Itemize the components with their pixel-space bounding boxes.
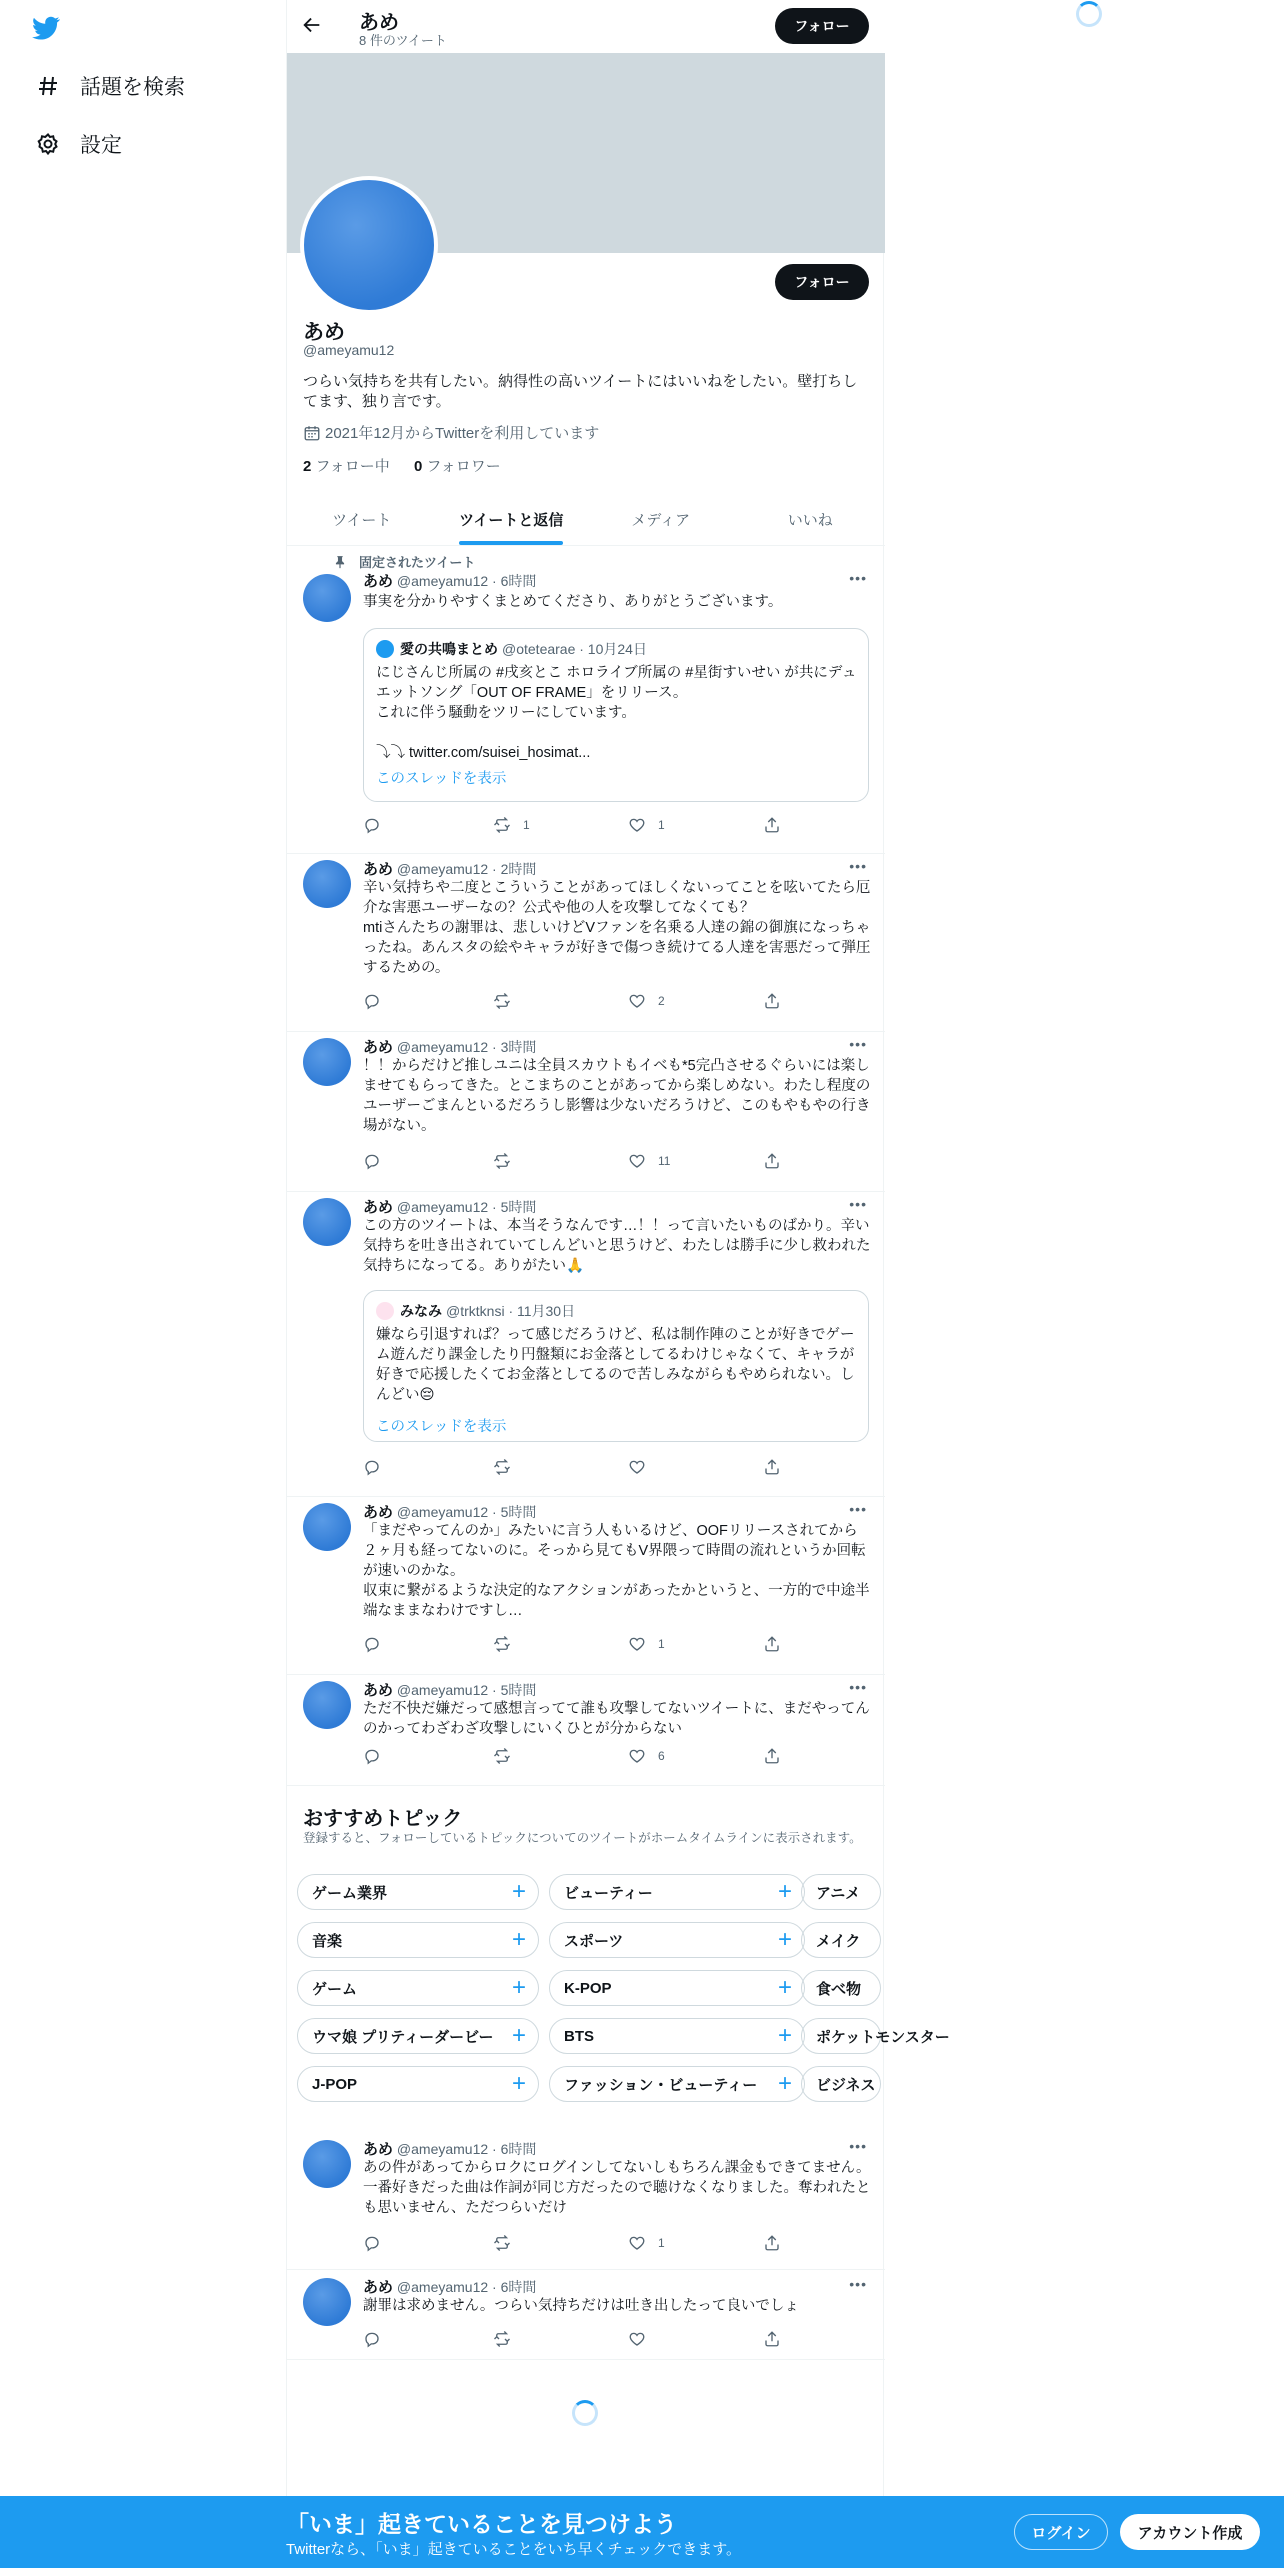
like-count: 1: [658, 818, 665, 832]
quoted-text: にじさんじ所属の #戌亥とこ ホロライブ所属の #星街すいせい が共にデュエットソング「OUT OF FRAME」をリリース。 これに伴う騒動をツリーにしています。 ⤵︎⤵︎ twitter.com/suisei_hosimat...: [376, 665, 857, 761]
quoted-tweet[interactable]: [363, 1290, 869, 1442]
share-button[interactable]: [763, 2330, 793, 2348]
topic-chip-label: ビジネス: [816, 2076, 876, 2094]
signup-button[interactable]: アカウント作成: [1120, 2514, 1260, 2550]
retweet-count: 1: [523, 818, 530, 832]
quoted-text: 嫌なら引退すれば？って感じだろうけど、私は制作陣のことが好きでゲーム遊んだり課金したり円盤類にお金落としてるわけじゃなくて、キャラが好きで応援したくてお金落としてるので苦しみながらもやめられない。しんどい😔: [376, 1327, 855, 1403]
tweet-item[interactable]: [287, 2120, 885, 2270]
like-icon: [628, 1747, 646, 1765]
tweet-text: 謝罪は求めません。つらい気持ちだけは吐き出したって良いでしょ: [363, 2298, 799, 2314]
plus-icon[interactable]: +: [777, 2022, 792, 2049]
share-icon: [763, 2330, 781, 2348]
bottom-signup-bar: [0, 2496, 1284, 2568]
tweet-avatar[interactable]: [303, 1681, 351, 1729]
gear-icon: [34, 130, 62, 158]
tweet-actions: [363, 1635, 793, 1655]
tweet-meta: @ameyamu12 · 6時間: [393, 2141, 537, 2157]
retweet-button[interactable]: [493, 1747, 523, 1765]
topic-chip[interactable]: [549, 1922, 805, 1958]
loading-spinner-icon: [572, 2400, 598, 2426]
tweet-item[interactable]: [287, 2270, 885, 2360]
tweet-header: [363, 1679, 536, 1700]
plus-icon[interactable]: +: [777, 1878, 792, 1905]
recommended-topics: [287, 1786, 950, 2116]
share-button[interactable]: [763, 1635, 793, 1653]
more-options-icon[interactable]: •••: [849, 1501, 867, 1517]
topic-chip[interactable]: [549, 1874, 805, 1910]
topic-chip[interactable]: [549, 2018, 805, 2054]
tweet-header: [363, 570, 536, 591]
tweet-author-name[interactable]: あめ: [363, 1504, 394, 1521]
sidebar-item-label: 話題を検索: [80, 76, 185, 99]
retweet-button[interactable]: [493, 1152, 523, 1170]
retweet-icon: [493, 1458, 511, 1476]
tweet-actions: [363, 1747, 793, 1767]
reply-icon: [363, 992, 381, 1010]
share-icon: [763, 1152, 781, 1170]
topic-chip-label: メイク: [816, 1932, 861, 1950]
topic-chip-label: ビューティー: [564, 1884, 653, 1902]
tweet-actions: [363, 992, 793, 1012]
like-button[interactable]: [628, 992, 665, 1010]
retweet-icon: [493, 1635, 511, 1653]
retweet-button[interactable]: [493, 816, 530, 834]
like-count: 1: [658, 2236, 665, 2250]
plus-icon[interactable]: +: [777, 1926, 792, 1953]
tweet-item[interactable]: [287, 1032, 885, 1192]
topic-chip-label: ポケットモンスター: [816, 2028, 950, 2046]
back-arrow-icon[interactable]: [301, 14, 327, 40]
share-icon: [763, 992, 781, 1010]
tweet-actions: [363, 1458, 793, 1478]
profile-avatar[interactable]: [300, 176, 438, 314]
retweet-icon: [493, 2234, 511, 2252]
retweet-icon: [493, 2330, 511, 2348]
like-icon: [628, 992, 646, 1010]
topic-chip[interactable]: [801, 1922, 881, 1958]
topic-chip[interactable]: [549, 1970, 805, 2006]
quoted-author-name: 愛の共鳴まとめ: [400, 641, 498, 657]
retweet-icon: [493, 816, 511, 834]
more-options-icon[interactable]: •••: [849, 1036, 867, 1052]
like-button[interactable]: [628, 1458, 658, 1476]
tweet-author-name[interactable]: あめ: [363, 861, 394, 878]
reply-button[interactable]: [363, 1635, 393, 1653]
tweet-author-name[interactable]: あめ: [363, 1039, 394, 1056]
tweet-item[interactable]: [287, 854, 885, 1032]
more-options-icon[interactable]: •••: [849, 1679, 867, 1695]
tweet-meta: @ameyamu12 · 2時間: [393, 861, 537, 877]
top-bar: [287, 0, 885, 53]
retweet-icon: [493, 992, 511, 1010]
tweet-actions: [363, 1152, 793, 1172]
like-button[interactable]: [628, 1747, 665, 1765]
tweet-text: この方のツイートは、本当そうなんです…！！って言いたいものばかり。辛い気持ちを吐き出されていてしんどいと思うけど、わたしは勝手に少し救われた気持ちになってる。ありがたい🙏: [363, 1218, 871, 1274]
tweet-item[interactable]: [287, 548, 885, 854]
like-button[interactable]: [628, 2234, 665, 2252]
retweet-icon: [493, 1747, 511, 1765]
tab-media[interactable]: メディア: [631, 512, 691, 529]
reply-icon: [363, 2330, 381, 2348]
tweet-meta: @ameyamu12 · 5時間: [393, 1199, 537, 1215]
tweet-actions: [363, 816, 793, 836]
tweet-text: 「まだやってんのか」みたいに言う人もいるけど、OOFリリースされてから２ヶ月も経ってないのに。そっから見てもV界隈って時間の流れというか回転が速いのかな。 収束に繋がるような決定的なアクションがあったかというと、一方的で中途半端なままなわけですし…: [363, 1523, 870, 1619]
tweet-item[interactable]: [287, 1675, 885, 1786]
tweet-item[interactable]: [287, 1192, 885, 1497]
share-button[interactable]: [763, 1152, 793, 1170]
calendar-icon: [303, 424, 321, 442]
reply-button[interactable]: [363, 2234, 393, 2252]
share-icon: [763, 1635, 781, 1653]
quoted-tweet[interactable]: [363, 628, 869, 802]
topic-chip[interactable]: [297, 1874, 539, 1910]
plus-icon[interactable]: +: [511, 2022, 526, 2049]
reply-button[interactable]: [363, 816, 393, 834]
tweet-text: あの件があってからロクにログインしてないしもちろん課金もできてません。一番好きだった曲は作詞が同じ方だったので聴けなくなりました。奪われたとも思いません、ただつらいだけ: [363, 2160, 871, 2216]
quoted-tweet-header: [376, 1301, 575, 1321]
topic-chip-label: ゲーム: [312, 1980, 358, 1998]
tweet-avatar[interactable]: [303, 2278, 351, 2326]
like-count: 11: [658, 1154, 671, 1168]
reply-button[interactable]: [363, 1152, 393, 1170]
topic-chip-label: ファッション・ビューティー: [564, 2076, 758, 2094]
plus-icon[interactable]: +: [511, 1926, 526, 1953]
topic-chip[interactable]: [297, 2018, 539, 2054]
tweet-meta: @ameyamu12 · 3時間: [393, 1039, 537, 1055]
more-options-icon[interactable]: •••: [849, 858, 867, 874]
retweet-button[interactable]: [493, 2330, 523, 2348]
tweet-header: [363, 2138, 536, 2159]
profile-follow-stats: [303, 455, 501, 476]
profile-tabs: [287, 494, 885, 546]
share-icon: [763, 816, 781, 834]
tweet-header: [363, 858, 536, 879]
reply-icon: [363, 1152, 381, 1170]
share-icon: [763, 1747, 781, 1765]
like-button[interactable]: [628, 816, 665, 834]
tweet-meta: @ameyamu12 · 5時間: [393, 1682, 537, 1698]
following-link[interactable]: [303, 458, 390, 475]
topic-chip[interactable]: [801, 2018, 950, 2054]
tweet-avatar[interactable]: [303, 1198, 351, 1246]
tweet-meta: @ameyamu12 · 5時間: [393, 1504, 537, 1520]
like-button[interactable]: [628, 1152, 670, 1170]
tweet-author-name[interactable]: あめ: [363, 1682, 394, 1699]
tweet-header: [363, 1196, 536, 1217]
show-thread-link[interactable]: このスレッドを表示: [376, 771, 507, 787]
quoted-author-name: みなみ: [400, 1303, 442, 1319]
like-count: 6: [658, 1749, 665, 1763]
share-icon: [763, 2234, 781, 2252]
more-options-icon[interactable]: •••: [849, 570, 867, 586]
reply-icon: [363, 1458, 381, 1476]
profile-joined-text: 2021年12月からTwitterを利用しています: [325, 425, 600, 442]
tab-tweets-and-replies[interactable]: ツイートと返信: [437, 494, 587, 545]
like-count: 2: [658, 994, 665, 1008]
reply-icon: [363, 1635, 381, 1653]
topic-chip-label: スポーツ: [564, 1932, 624, 1950]
topics-title: おすすめトピック: [303, 1808, 463, 1830]
profile-handle: @ameyamu12: [303, 342, 395, 358]
quoted-meta: @trktknsi · 11月30日: [446, 1303, 576, 1319]
twitter-logo-icon[interactable]: [30, 14, 66, 44]
tweet-header: [363, 1036, 536, 1057]
login-button[interactable]: ログイン: [1014, 2514, 1108, 2550]
tweet-actions: [363, 2234, 793, 2254]
profile-follow-button[interactable]: フォロー: [775, 264, 869, 300]
reply-icon: [363, 1747, 381, 1765]
share-button[interactable]: [763, 1747, 793, 1765]
plus-icon[interactable]: +: [777, 2070, 792, 2097]
reply-button[interactable]: [363, 992, 393, 1010]
share-button[interactable]: [763, 1458, 793, 1476]
tweet-meta: @ameyamu12 · 6時間: [393, 573, 537, 589]
topic-chip-label: アニメ: [816, 1884, 861, 1902]
tweet-text: 事実を分かりやすくまとめてくださり、ありがとうございます。: [363, 594, 783, 610]
topic-chip-label: J-POP: [312, 2075, 358, 2093]
quoted-avatar: [376, 640, 394, 658]
share-button[interactable]: [763, 816, 793, 834]
topic-chip-label: K-POP: [564, 1979, 612, 1997]
tweet-item[interactable]: [287, 1497, 885, 1675]
tweet-header: [363, 1501, 536, 1522]
like-button[interactable]: [628, 1635, 665, 1653]
tweet-author-name[interactable]: あめ: [363, 573, 394, 590]
tweet-text: ！！からだけど推しユニは全員スカウトもイベも*5完凸させるぐらいには楽しませてもらってきた。とこまちのことがあってから楽しめない。わたし程度のユーザーごまんといるだろうし影響は少ないだろうけど、このもやもやの行き場がない。: [363, 1058, 871, 1134]
following-label: フォロー中: [311, 458, 390, 475]
topic-chip[interactable]: [297, 1970, 539, 2006]
profile-name: あめ: [303, 321, 345, 344]
quoted-meta: @otetearae · 10月24日: [502, 641, 647, 657]
bottom-subtitle: Twitterなら、「いま」起きていることをいち早くチェックできます。: [286, 2541, 742, 2558]
hashtag-icon: [34, 72, 62, 100]
like-icon: [628, 1635, 646, 1653]
pinned-label: 固定されたツイート: [359, 555, 476, 570]
followers-link[interactable]: [414, 458, 501, 475]
topic-chip[interactable]: [801, 2066, 881, 2102]
tweet-text: 辛い気持ちや二度とこういうことがあってほしくないってことを呟いてたら厄介な害悪ユーザーなの？公式や他の人を攻撃してなくても？ mtiさんたちの謝罪は、悲しいけどVファンを名乗る人達の錦の御旗になっちゃったね。あんスタの絵やキャラが好きで傷つき続けてる人達を害悪だって弾圧するための。: [363, 880, 871, 976]
tweet-avatar[interactable]: [303, 2140, 351, 2188]
tweet-avatar[interactable]: [303, 1038, 351, 1086]
tweet-actions: [363, 2330, 793, 2350]
topic-chip-label: BTS: [564, 2027, 594, 2045]
tweet-avatar[interactable]: [303, 574, 351, 622]
topic-chip-label: ウマ娘 プリティーダービー: [312, 2028, 494, 2046]
plus-icon[interactable]: +: [777, 1974, 792, 2001]
tweet-header: [363, 2276, 536, 2297]
tweet-text: ただ不快だ嫌だって感想言ってて誰も攻撃してないツイートに、まだやってんのかってわざわざ攻撃しにいくひとが分からない: [363, 1701, 870, 1737]
retweet-button[interactable]: [493, 1635, 523, 1653]
topics-subtitle: 登録すると、フォローしているトピックについてのツイートがホームタイムラインに表示されます。: [303, 1831, 862, 1845]
topic-chip[interactable]: [801, 1874, 881, 1910]
topic-chip-label: 音楽: [312, 1932, 343, 1950]
plus-icon[interactable]: +: [511, 2070, 526, 2097]
like-icon: [628, 816, 646, 834]
followers-count: 0: [413, 458, 423, 475]
sidebar-item-explore[interactable]: [34, 66, 185, 106]
retweet-button[interactable]: [493, 992, 523, 1010]
header-name: あめ: [359, 12, 399, 34]
retweet-button[interactable]: [493, 1458, 523, 1476]
profile-bio: つらい気持ちを共有したい。納得性の高いツイートにはいいねをしたい。壁打ちしてます、独り言です。: [303, 373, 858, 410]
topic-chip[interactable]: [549, 2066, 805, 2102]
tweet-author-name[interactable]: あめ: [363, 2141, 394, 2158]
quoted-avatar: [376, 1302, 394, 1320]
topic-chip-label: ゲーム業界: [312, 1884, 388, 1902]
tab-likes[interactable]: いいね: [787, 512, 833, 529]
plus-icon[interactable]: +: [511, 1974, 526, 2001]
sidebar-item-label: 設定: [80, 134, 122, 157]
tweet-author-name[interactable]: あめ: [363, 2279, 394, 2296]
tweet-meta: @ameyamu12 · 6時間: [393, 2279, 537, 2295]
bottom-title: 「いま」起きていることを見つけよう: [286, 2511, 677, 2537]
like-icon: [628, 2330, 646, 2348]
tab-tweets[interactable]: ツイート: [332, 512, 392, 529]
like-icon: [628, 2234, 646, 2252]
reply-button[interactable]: [363, 2330, 393, 2348]
topic-chip[interactable]: [801, 1970, 881, 2006]
share-button[interactable]: [763, 992, 793, 1010]
tweet-avatar[interactable]: [303, 860, 351, 908]
like-button[interactable]: [628, 2330, 658, 2348]
share-icon: [763, 1458, 781, 1476]
retweet-button[interactable]: [493, 2234, 523, 2252]
show-thread-link[interactable]: このスレッドを表示: [376, 1419, 507, 1435]
main-column: [286, 0, 950, 2500]
topic-chip[interactable]: [297, 2066, 539, 2102]
reply-button[interactable]: [363, 1747, 393, 1765]
like-icon: [628, 1458, 646, 1476]
retweet-icon: [493, 1152, 511, 1170]
more-options-icon[interactable]: •••: [849, 1196, 867, 1212]
tweet-author-name[interactable]: あめ: [363, 1199, 394, 1216]
profile-joined: [303, 422, 599, 443]
more-options-icon[interactable]: •••: [849, 2276, 867, 2292]
quoted-tweet-header: [376, 639, 647, 659]
sidebar-item-settings[interactable]: [34, 124, 122, 164]
tweet-count: 8 件のツイート: [359, 33, 447, 48]
reply-icon: [363, 816, 381, 834]
like-count: 1: [658, 1637, 665, 1651]
plus-icon[interactable]: +: [511, 1878, 526, 1905]
like-icon: [628, 1152, 646, 1170]
tweet-avatar[interactable]: [303, 1503, 351, 1551]
reply-button[interactable]: [363, 1458, 393, 1476]
topic-chip-label: 食べ物: [816, 1980, 862, 1998]
share-button[interactable]: [763, 2234, 793, 2252]
following-count: 2: [303, 458, 312, 475]
followers-label: フォロワー: [422, 458, 501, 475]
header-follow-button[interactable]: フォロー: [775, 8, 869, 44]
topic-chip[interactable]: [297, 1922, 539, 1958]
reply-icon: [363, 2234, 381, 2252]
more-options-icon[interactable]: •••: [849, 2138, 867, 2154]
loading-spinner-icon: [1076, 1, 1102, 27]
